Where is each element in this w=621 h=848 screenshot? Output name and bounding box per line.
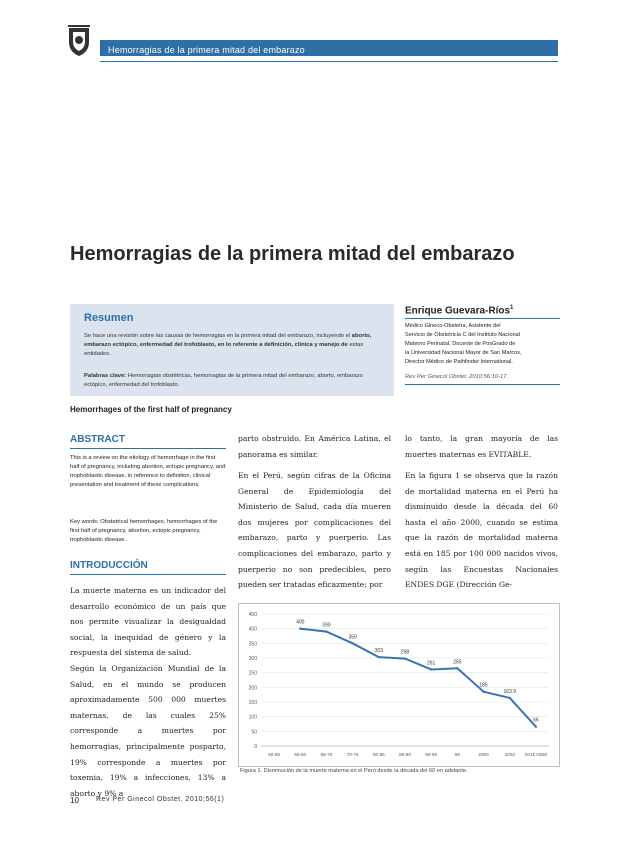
data-point [535,725,537,727]
data-label: 265 [453,659,462,666]
y-tick-label: 200 [248,685,257,692]
introduccion-paragraph-2: Según la Organización Mundial de la Salud, en el mundo se producen aproximadamente 500 000 muertes maternas, de las cuales 25% corresponde a muertes por hemorragias, principalmente posparto, 19% corresponde a muertes por toxemia, 19% a infecciones, 13% a aborto y 9% a [70,664,226,798]
column2-paragraph-1: parto obstruido. En América Latina, el panorama es similar. [238,434,391,459]
resumen-text-bold: aborto, embarazo ectópico, enfermedad del trofoblasto, en lo referente a definición, clínica y manejo de [84,333,372,348]
journal-logo [66,24,92,58]
data-point [351,642,353,644]
author-affiliation [405,322,560,367]
y-tick-label: 100 [248,714,257,721]
header-banner-text: Hemorragias de la primera mitad del embarazo [108,45,305,55]
x-tick-label: 85-90 [399,752,411,757]
citation-divider [405,384,560,385]
affiliation-line: Médico Gineco-Obstetra, Asistente del [405,323,501,329]
data-label: 66 [533,717,539,724]
english-title: Hemorrhages of the first half of pregnancy [70,405,232,414]
resumen-text-intro: Se hace una revisión sobre las causas de hemorragias en la primera mitad del embarazo, incluyendo el [84,333,351,339]
abstract-heading: ABSTRACT [70,434,125,445]
introduccion-heading: INTRODUCCIÓN [70,560,148,571]
data-label: 298 [400,649,410,656]
data-point [299,627,301,629]
abstract-text: This is a review on the etiology of hemorrhage in the first half of pregnancy, including abortion, ectopic pregnancy, and trophoblastic disease, in reference to definition, clinical presentation and treatment of these complications. [70,455,226,488]
y-tick-label: 150 [248,700,257,706]
data-label: 390 [322,622,331,629]
affiliation-line: Director Médico de Pathfinder International. [405,359,513,365]
resumen-text-end: estas entidades. [84,342,364,357]
data-point [456,667,458,669]
y-tick-label: 450 [248,612,257,618]
affiliation-line: Servicio de Obstetricia C del Instituto Nacional [405,332,521,338]
resumen-keywords [84,372,384,390]
x-tick-label: 65-70 [320,752,333,757]
data-point [482,691,484,693]
y-tick-label: 350 [248,641,257,648]
x-tick-label: 96 [454,752,460,757]
header-banner [100,40,558,56]
y-tick-label: 50 [251,729,257,736]
journal-footer-text: Rev Per Ginecol Obstet. 2010;56(1) [96,796,225,803]
data-label: 163.9 [503,688,516,695]
data-point [325,630,327,632]
x-tick-label: 70-75 [346,752,359,757]
data-point [404,657,406,659]
shield-logo-icon [66,24,92,58]
x-tick-label: 2015 ODM [524,752,548,757]
data-label: 185 [479,682,488,689]
data-label: 400 [296,619,305,626]
line-chart [239,604,559,766]
data-label: 261 [427,660,436,667]
y-tick-label: 400 [248,626,257,633]
x-tick-label: 90-95 [425,752,438,757]
data-point [378,656,380,658]
header-divider [100,61,558,62]
column2-paragraph-2: En el Perú, según cifras de la Oficina General de Epidemiología del Ministerio de Salud, cada día mueren dos mujeres por complicaciones del embarazo, parto y puerperio. Las complicaciones del embarazo, parto y puerperio no son predecibles, pero pueden ser tratadas eficazmente; por [238,471,391,590]
x-tick-label: 2000 [478,752,489,757]
column3-paragraph-2: En la figura 1 se observa que la razón de mortalidad materna en el Perú ha disminuido desde la década del 60 hasta el año 2000, cuando se estima que la razón de mortalidad materna está en 185 por 100 000 nacidos vivos, según las Encuestas Nacionales ENDES DGE (Dirección Ge- [405,471,558,590]
data-label: 350 [348,634,357,641]
abstract-keywords: Key words: Obstetrical hemorrhages, hemorrhages of the first half of pregnancy, abortion, ectopic pregnancy, trophoblastic disease. [70,519,218,543]
data-point [430,668,432,670]
affiliation-line: Materno Perinatal, Docente de PosGrado de [405,341,516,347]
data-point [509,697,511,699]
resumen-keywords-text: Hemorragias obstétricas, hemorragias de la primera mitad del embarazo, aborto, embarazo ectópico, enfermedad del trofoblasto. [84,373,363,388]
introduccion-divider [70,574,226,575]
y-tick-label: 0 [254,744,257,750]
journal-footer [96,796,224,803]
resumen-keywords-label: Palabras clave: [84,373,127,379]
resumen-heading: Resumen [84,312,134,324]
x-tick-label: 2003 [504,752,515,757]
introduccion-paragraph-1: La muerte materna es un indicador del desarrollo económico de un país que nos permite visualizar la desigualdad social, la inequidad de género y la respuesta del sistema de salud. [70,586,226,658]
resumen-box [70,304,394,396]
author-divider [405,318,560,319]
x-tick-label: 50-55 [268,752,280,757]
data-label: 303 [374,648,383,655]
x-tick-label: 55-60 [294,752,307,757]
author-name [405,305,513,316]
figure-caption: Figura 1. Disminución de la muerte materna en el Perú desde la década del 60 en adelante. [240,768,468,774]
article-title: Hemorragias de la primera mitad del embarazo [70,243,515,265]
y-tick-label: 250 [248,670,257,677]
author-superscript: 1 [510,305,514,311]
affiliation-line: la Universidad Nacional Mayor de San Marcos, [405,350,522,356]
figure-1-chart [238,603,560,767]
author-name-text: Enrique Guevara-Ríos [405,305,511,317]
page-number: 10 [70,796,79,805]
x-tick-label: 80-85 [372,752,385,757]
column3-paragraph-1: lo tanto, la gran mayoría de las muertes maternas es EVITABLE. [405,434,558,459]
citation: Rev Per Ginecol Obstet. 2010;56:10-17. [405,374,509,380]
y-tick-label: 300 [248,656,257,662]
abstract-divider [70,448,226,449]
resumen-text [84,332,384,359]
